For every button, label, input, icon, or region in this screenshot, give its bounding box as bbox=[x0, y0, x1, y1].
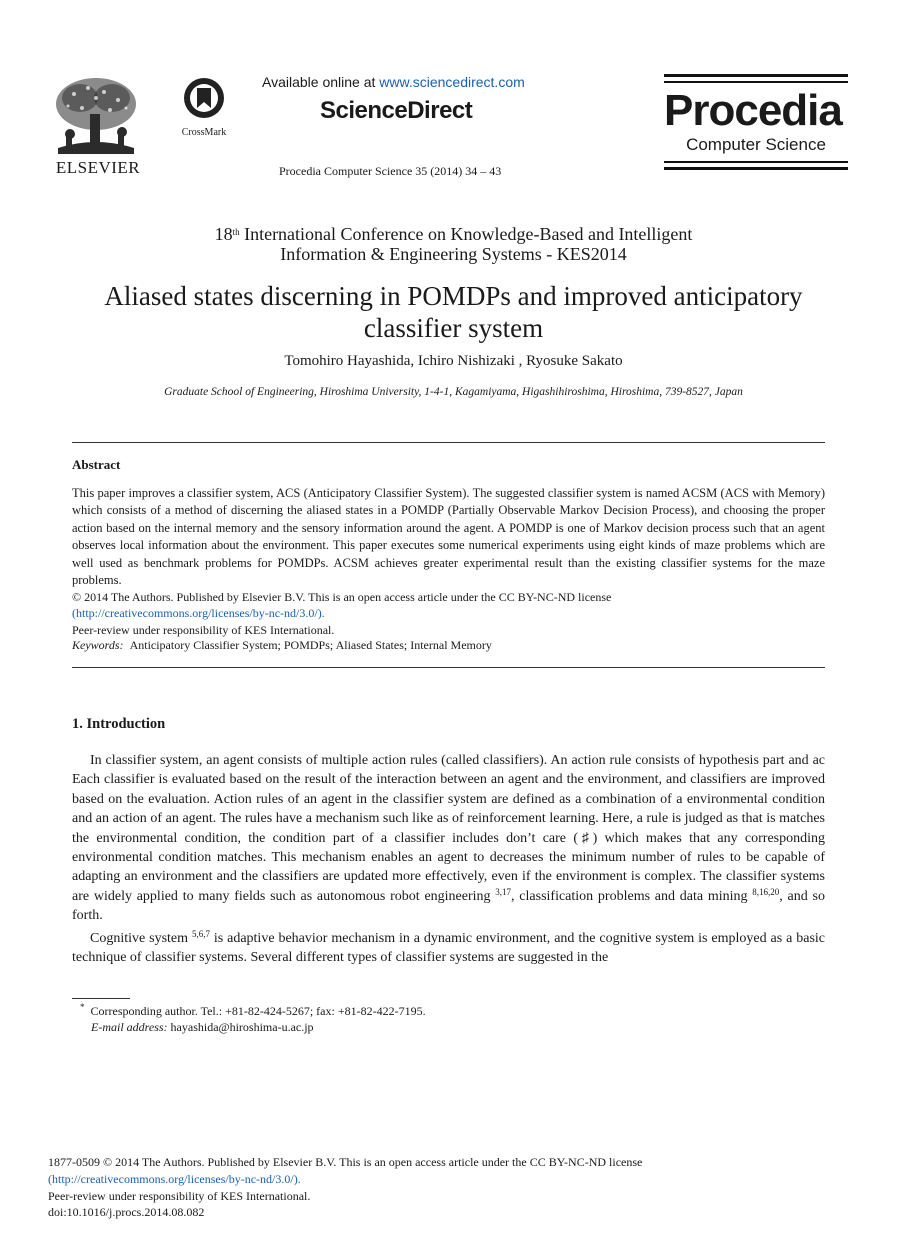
elsevier-tree-icon bbox=[50, 74, 142, 156]
conference-name: International Conference on Knowledge-Based and Intelligent bbox=[239, 224, 693, 244]
abstract-copyright: © 2014 The Authors. Published by Elsevier B.V. This is an open access article under the CC BY-NC-ND license bbox=[72, 590, 612, 604]
crossmark-logo[interactable] bbox=[176, 76, 232, 138]
procedia-subtitle: Computer Science bbox=[686, 135, 826, 154]
procedia-rule-bottom bbox=[664, 161, 848, 163]
intro-p2-text-b: is adaptive behavior mechanism in a dynamic environment, and the cognitive system is employed as a basic technique of classifier systems. Several different types of classifier systems are suggested in the bbox=[72, 931, 825, 966]
footer-license-link[interactable]: (http://creativecommons.org/licenses/by-nc-nd/3.0/). bbox=[48, 1172, 301, 1186]
abstract-body: This paper improves a classifier system, ACS (Anticipatory Classifier System). The suggested classifier system is named ACSM (ACS with Memory) which consists of a method of discerning the aliased states in a POMDP (Partially Observable Markov Decision Process), and choosing the proper action based on the internal memory and the sensory information around the agent. A POMDP is one of Markov decision process such that an agent observes local information about the environment. This paper executes some numerical experiments using eight kinds of maze problems which are well used as benchmark problems for POMDPs. ACSM achieves greater experimental result than the existing classifier systems for the maze problems. bbox=[72, 486, 825, 588]
keywords bbox=[72, 637, 825, 654]
elsevier-logo bbox=[50, 74, 146, 178]
citation-3-17[interactable]: 3,17 bbox=[495, 886, 512, 897]
publisher-name: ELSEVIER bbox=[55, 158, 141, 177]
abstract-peer-review: Peer-review under responsibility of KES International. bbox=[72, 623, 335, 637]
journal-reference: Procedia Computer Science 35 (2014) 34 – 43 bbox=[279, 164, 502, 178]
keywords-list: Anticipatory Classifier System; POMDPs; Aliased States; Internal Memory bbox=[129, 638, 492, 652]
paper-title-line-1: Aliased states discerning in POMDPs and improved anticipatory bbox=[104, 281, 803, 311]
license-link[interactable]: (http://creativecommons.org/licenses/by-nc-nd/3.0/). bbox=[72, 606, 325, 620]
crossmark-label: CrossMark bbox=[181, 127, 227, 138]
intro-p1-text-a: In classifier system, an agent consists of multiple action rules (called classifiers). An action rule consists of hypothesis part and ac Each classifier is evaluated based on the result of the interaction between an agent and the environment, and classifiers are improved based on the evaluation. Action rules of an agent in the classifier system are defined as a combination of a environmental condition and an action of an agent. The rules have a mechanism such like as of reinforcement learning. Here, a rule is judged as that is matches the environmental condition, the condition part of a classifier includes don’t care (♯) which makes that any corresponding environmental condition matches. This mechanism enables an agent to decreases the minimum number of rules to be capable of adapting an environment and the classifiers are updated more effectively, even if the environment is complex. The classifier systems are widely applied to many fields such as autonomous robot engineering bbox=[72, 753, 825, 904]
sciencedirect-brand: ScienceDirect bbox=[320, 97, 473, 124]
rule-above-abstract bbox=[72, 442, 825, 443]
sciencedirect-link[interactable]: www.sciencedirect.com bbox=[379, 74, 525, 90]
available-online bbox=[262, 74, 525, 90]
intro-paragraph-2 bbox=[72, 929, 825, 968]
conference-line-2: Information & Engineering Systems - KES2014 bbox=[280, 244, 627, 264]
available-prefix: Available online at bbox=[262, 74, 380, 90]
email-address[interactable]: hayashida@hiroshima-u.ac.jp bbox=[170, 1020, 314, 1034]
procedia-rule-top bbox=[664, 74, 848, 77]
footnote-mark: * bbox=[80, 1002, 85, 1012]
intro-p1-text-c: , and so forth. bbox=[72, 888, 825, 924]
conference-number: 18 bbox=[214, 224, 233, 244]
footer-copyright: 1877-0509 © 2014 The Authors. Published by Elsevier B.V. This is an open access article under the CC BY-NC-ND license bbox=[48, 1155, 643, 1169]
procedia-title: Procedia bbox=[664, 86, 842, 135]
intro-paragraph-1 bbox=[72, 751, 825, 926]
footnote-email bbox=[91, 1019, 314, 1035]
abstract-heading: Abstract bbox=[72, 457, 121, 472]
affiliation: Graduate School of Engineering, Hiroshima University, 1-4-1, Kagamiyama, Higashihiroshima, Hiroshima, 739-8527, Japan bbox=[164, 386, 743, 398]
procedia-rule-bottom2 bbox=[664, 167, 848, 170]
paper-title-line-2: classifier system bbox=[363, 313, 544, 343]
footer-doi[interactable]: doi:10.1016/j.procs.2014.08.082 bbox=[48, 1205, 205, 1219]
citation-8-16-20[interactable]: 8,16,20 bbox=[752, 886, 780, 897]
abstract-license-link[interactable] bbox=[72, 605, 825, 622]
procedia-rule-top2 bbox=[664, 81, 848, 83]
footer-license[interactable] bbox=[48, 1171, 301, 1187]
footnote-corresponding bbox=[80, 1003, 426, 1019]
authors: Tomohiro Hayashida, Ichiro Nishizaki , Ryosuke Sakato bbox=[284, 353, 623, 369]
keywords-label: Keywords: bbox=[72, 638, 124, 652]
rule-below-abstract bbox=[72, 667, 825, 668]
footer-peer-review: Peer-review under responsibility of KES International. bbox=[48, 1189, 311, 1203]
footnote-text: Corresponding author. Tel.: +81-82-424-5267; fax: +81-82-422-7195. bbox=[90, 1004, 426, 1018]
citation-5-6-7[interactable]: 5,6,7 bbox=[191, 929, 210, 939]
conference-ordinal: th bbox=[232, 227, 240, 237]
conference-line-1 bbox=[0, 225, 907, 244]
email-label: E-mail address: bbox=[91, 1020, 168, 1034]
intro-p2-text-a: Cognitive system bbox=[90, 931, 189, 946]
section-heading-introduction: 1. Introduction bbox=[72, 716, 166, 732]
footnote-rule bbox=[72, 998, 130, 999]
intro-p1-text-b: , classification problems and data mining bbox=[511, 888, 748, 904]
crossmark-icon bbox=[182, 76, 226, 120]
procedia-logo bbox=[664, 74, 848, 174]
